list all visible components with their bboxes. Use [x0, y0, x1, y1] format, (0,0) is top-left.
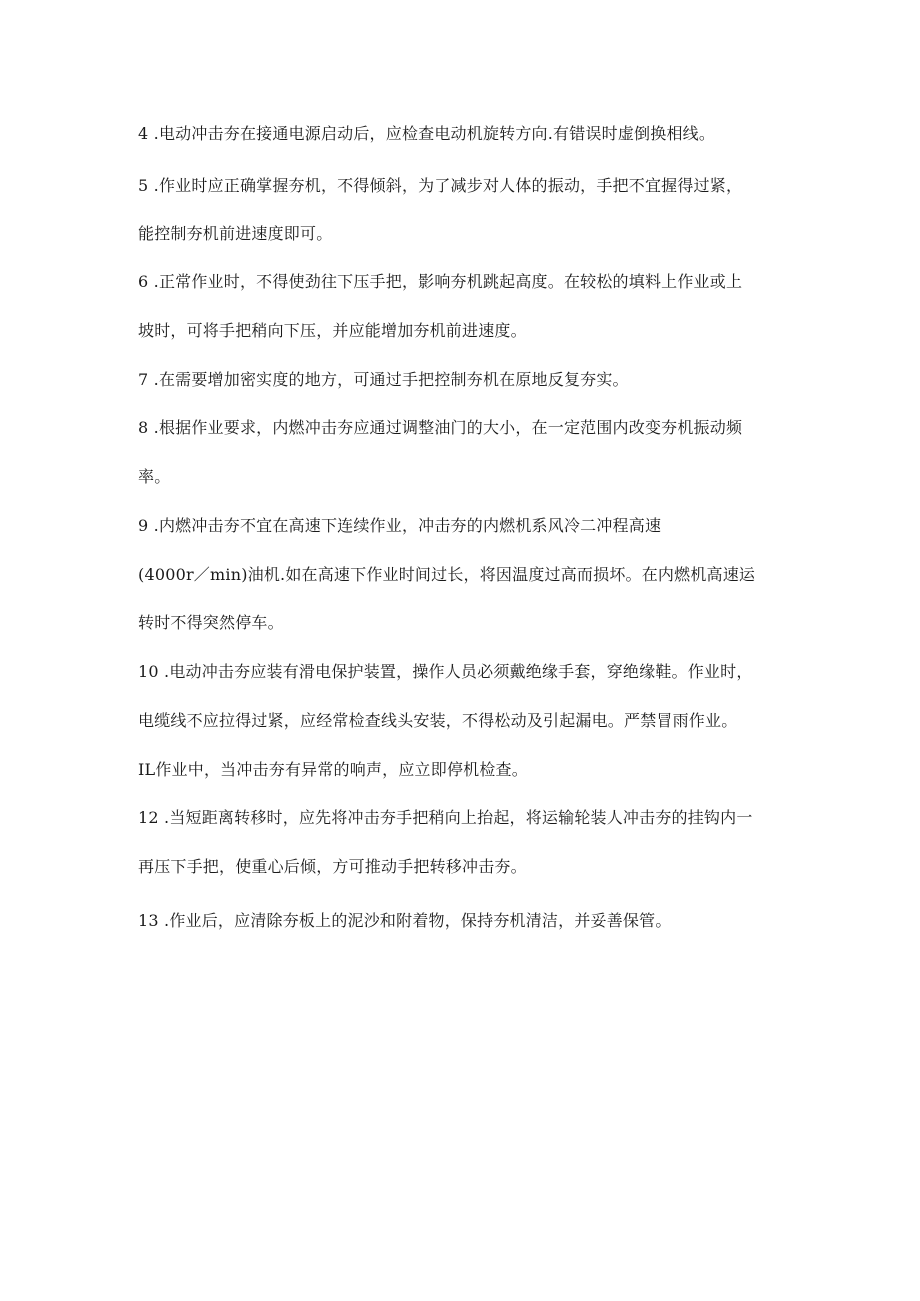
item-12-line-1: 12 .当短距离转移时，应先将冲击夯手把稍向上抬起，将运输轮装人冲击夯的挂钩内一: [138, 808, 753, 827]
item-8-line-1: 8 .根据作业要求，内燃冲击夯应通过调整油门的大小，在一定范围内改变夯机振动频: [138, 418, 743, 437]
item-11-line-1: IL作业中，当冲击夯有异常的响声，应立即停机检查。: [138, 760, 528, 779]
item-4-line-1: 4 .电动冲击夯在接通电源启动后，应检查电动机旋转方向.有错误时虚倒换相线。: [138, 124, 716, 143]
item-5-line-1: 5 .作业时应正确掌握夯机，不得倾斜，为了减步对人体的振动，手把不宜握得过紧，: [138, 176, 743, 195]
item-12-line-2: 再压下手把，使重心后倾，方可推动手把转移冲击夯。: [138, 857, 527, 876]
item-10-line-1: 10 .电动冲击夯应装有滑电保护装置，操作人员必须戴绝缘手套，穿绝缘鞋。作业时，: [138, 662, 753, 681]
item-6-line-2: 坡时，可将手把稍向下压，并应能增加夯机前进速度。: [138, 321, 527, 340]
item-9-line-2: (4000r／min)油机.如在高速下作业时间过长，将因温度过高而损坏。在内燃机高速运: [138, 565, 756, 584]
item-5-line-2: 能控制夯机前进速度即可。: [138, 224, 333, 243]
item-9-line-3: 转时不得突然停车。: [138, 613, 284, 632]
item-8-line-2: 率。: [138, 467, 171, 486]
item-9-line-1: 9 .内燃冲击夯不宜在高速下连续作业，冲击夯的内燃机系风冷二冲程高速: [138, 516, 662, 535]
item-13-line-1: 13 .作业后，应清除夯板上的泥沙和附着物，保持夯机清洁，并妥善保管。: [138, 911, 672, 930]
item-6-line-1: 6 .正常作业时，不得使劲往下压手把，影响夯机跳起高度。在较松的填料上作业或上: [138, 272, 743, 291]
item-10-line-2: 电缆线不应拉得过紧，应经常检查线头安装，不得松动及引起漏电。严禁冒雨作业。: [138, 711, 738, 730]
item-7-line-1: 7 .在需要增加密实度的地方，可通过手把控制夯机在原地反复夯实。: [138, 370, 629, 389]
